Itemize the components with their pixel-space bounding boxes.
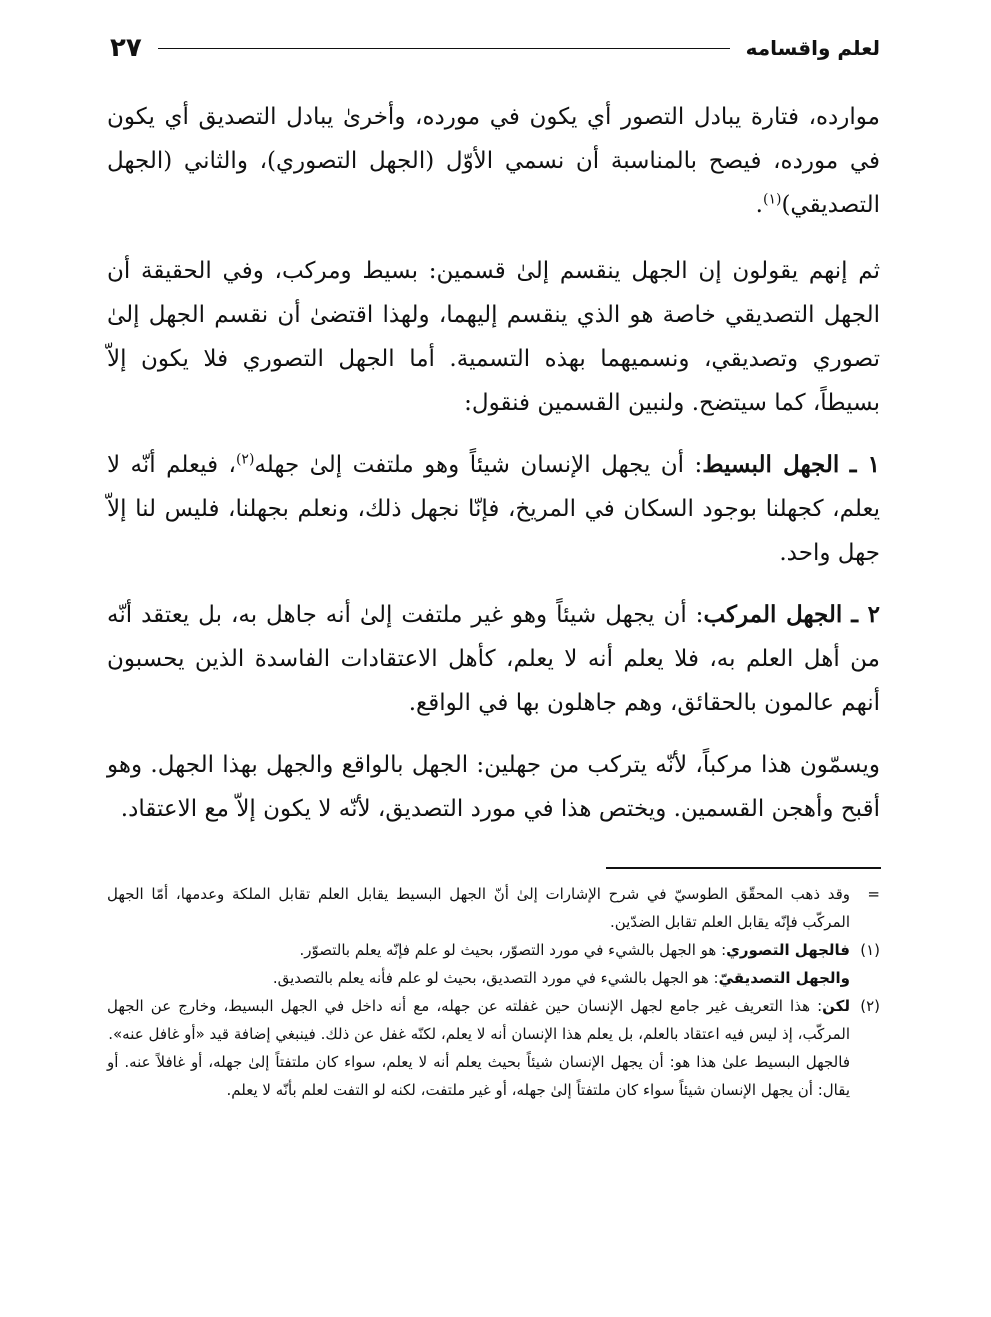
term-simple-ignorance: الجهل البسيط <box>702 451 840 478</box>
simple-ignorance-text-b: ، فيعلم أنّه لا يعلم، كجهلنا بوجود السكان في المريخ، فإنّا نجهل ذلك، ونعلم بجهلنا، فليس لنا إلاّ جهل واحد. <box>107 452 880 566</box>
footnote-2-marker: (٢) <box>860 997 880 1015</box>
footnote-2-body <box>107 992 850 1048</box>
paragraph-5 <box>107 743 880 831</box>
paragraph-2-text: ثم إنهم يقولون إن الجهل ينقسم إلىٰ قسمين: بسيط ومركب، وفي الحقيقة أن الجهل التصديقي خاصة هو الذي ينقسم إليهما، ولهذا اقتضىٰ أن نقسم الجهل إلىٰ تصوري وتصديقي، ونسميهما بهذه التسمية. أما الجهل التصوري فلا يكون إلاّ بسيطاً، كما سيتضح. ولنبين القسمين فنقول: <box>107 258 880 416</box>
item-number-1: ١ ـ <box>849 451 880 478</box>
footnote-2 <box>107 992 880 1048</box>
continuation-text: وقد ذهب المحقّق الطوسيّ في شرح الإشارات إلىٰ أنّ الجهل البسيط يقابل العلم تقابل الملكة وعدمها، أمّا الجهل المركّب فإنّه يقابل العلم تقابل الضدّين. <box>107 885 850 931</box>
footnote-ref-2: (٢) <box>235 451 255 468</box>
footnote-1 <box>107 936 880 964</box>
paragraph-5-text: ويسمّون هذا مركباً، لأنّه يتركب من جهلين: الجهل بالواقع والجهل بهذا الجهل. وهو أقبح وأهجن القسمين. ويختص هذا في مورد التصديق، لأنّه لا يكون إلاّ مع الاعتقاد. <box>107 752 880 822</box>
running-title: لعلم واقسامه <box>745 36 880 60</box>
footnote-1b-text: : هو الجهل بالشيء في مورد التصديق، بحيث لو علم فأنه يعلم بالتصديق. <box>272 969 719 987</box>
footnote-separator <box>606 867 881 869</box>
footnotes <box>107 880 880 1104</box>
footnote-1-continued <box>107 964 880 992</box>
footnote-1-text: : هو الجهل بالشيء في مورد التصوّر، بحيث لو علم فإنّه يعلم بالتصوّر. <box>299 941 727 959</box>
paragraph-compound-ignorance <box>107 593 880 725</box>
paragraph-1-text: موارده، فتارة يبادل التصور أي يكون في مورده، وأخرىٰ يبادل التصديق أي يكون في مورده، فيصح بالمناسبة أن نسمي الأوّل (الجهل التصوري)، والثاني (الجهل التصديقي) <box>107 104 880 218</box>
simple-ignorance-text-a: : أن يجهل الإنسان شيئاً وهو ملتفت إلىٰ جهله <box>254 452 703 478</box>
footnote-2-continued <box>107 1048 880 1104</box>
footnote-1b-term: والجهل التصديقيّ <box>718 969 850 987</box>
continuation-marker: = <box>867 885 880 903</box>
footnote-1-marker: (١) <box>860 941 880 959</box>
footnote-1-body <box>107 936 850 964</box>
footnote-ref-1: (١) <box>762 191 782 208</box>
paragraph-simple-ignorance <box>107 443 880 575</box>
footnote-2b-text: فالجهل البسيط علىٰ هذا هو: أن يجهل الإنسان شيئاً بحيث يعلم أنه لا يعلم، سواء كان ملتفتاً إلىٰ جهله، أو غافلاً عنه. أو يقال: أن يجهل الإنسان شيئاً سواء كان ملتفتاً إلىٰ جهله، أو غير ملتفت، لكنه لو التفت لعلم بأنّه لا يعلم. <box>107 1053 850 1099</box>
page-number: ٢٧ <box>110 33 142 63</box>
footnote-1-term: فالجهل التصوري <box>726 941 850 959</box>
main-text <box>107 95 880 849</box>
footnote-2-term: لكن <box>822 997 850 1015</box>
paragraph-2 <box>107 249 880 425</box>
item-number-2: ٢ ـ <box>851 601 880 628</box>
compound-ignorance-text: : أن يجهل شيئاً وهو غير ملتفت إلىٰ أنه جاهل به، بل يعتقد أنّه من أهل العلم به، فلا يعلم أنه لا يعلم، كأهل الاعتقادات الفاسدة الذين يحسبون أنهم عالمون بالحقائق، وهم جاهلون بها في الواقع. <box>107 602 880 716</box>
paragraph-1-end: . <box>755 192 763 218</box>
header-rule <box>158 48 730 49</box>
footnote-continuation <box>107 880 880 936</box>
paragraph-1 <box>107 95 880 227</box>
footnote-2-text: : هذا التعريف غير جامع لجهل الإنسان حين غفلته عن جهله، مع أنه داخل في الجهل البسيط، وخارج عن الجهل المركّب، إذ ليس فيه اعتقاد بالعلم، بل يعلم هذا الإنسان أنه لا يعلم، لكنّه غفل عن ذلك. فينبغي إضافة قيد «أو غافل عنه». <box>107 997 850 1043</box>
term-compound-ignorance: الجهل المركب <box>703 601 843 628</box>
running-header <box>110 32 880 64</box>
